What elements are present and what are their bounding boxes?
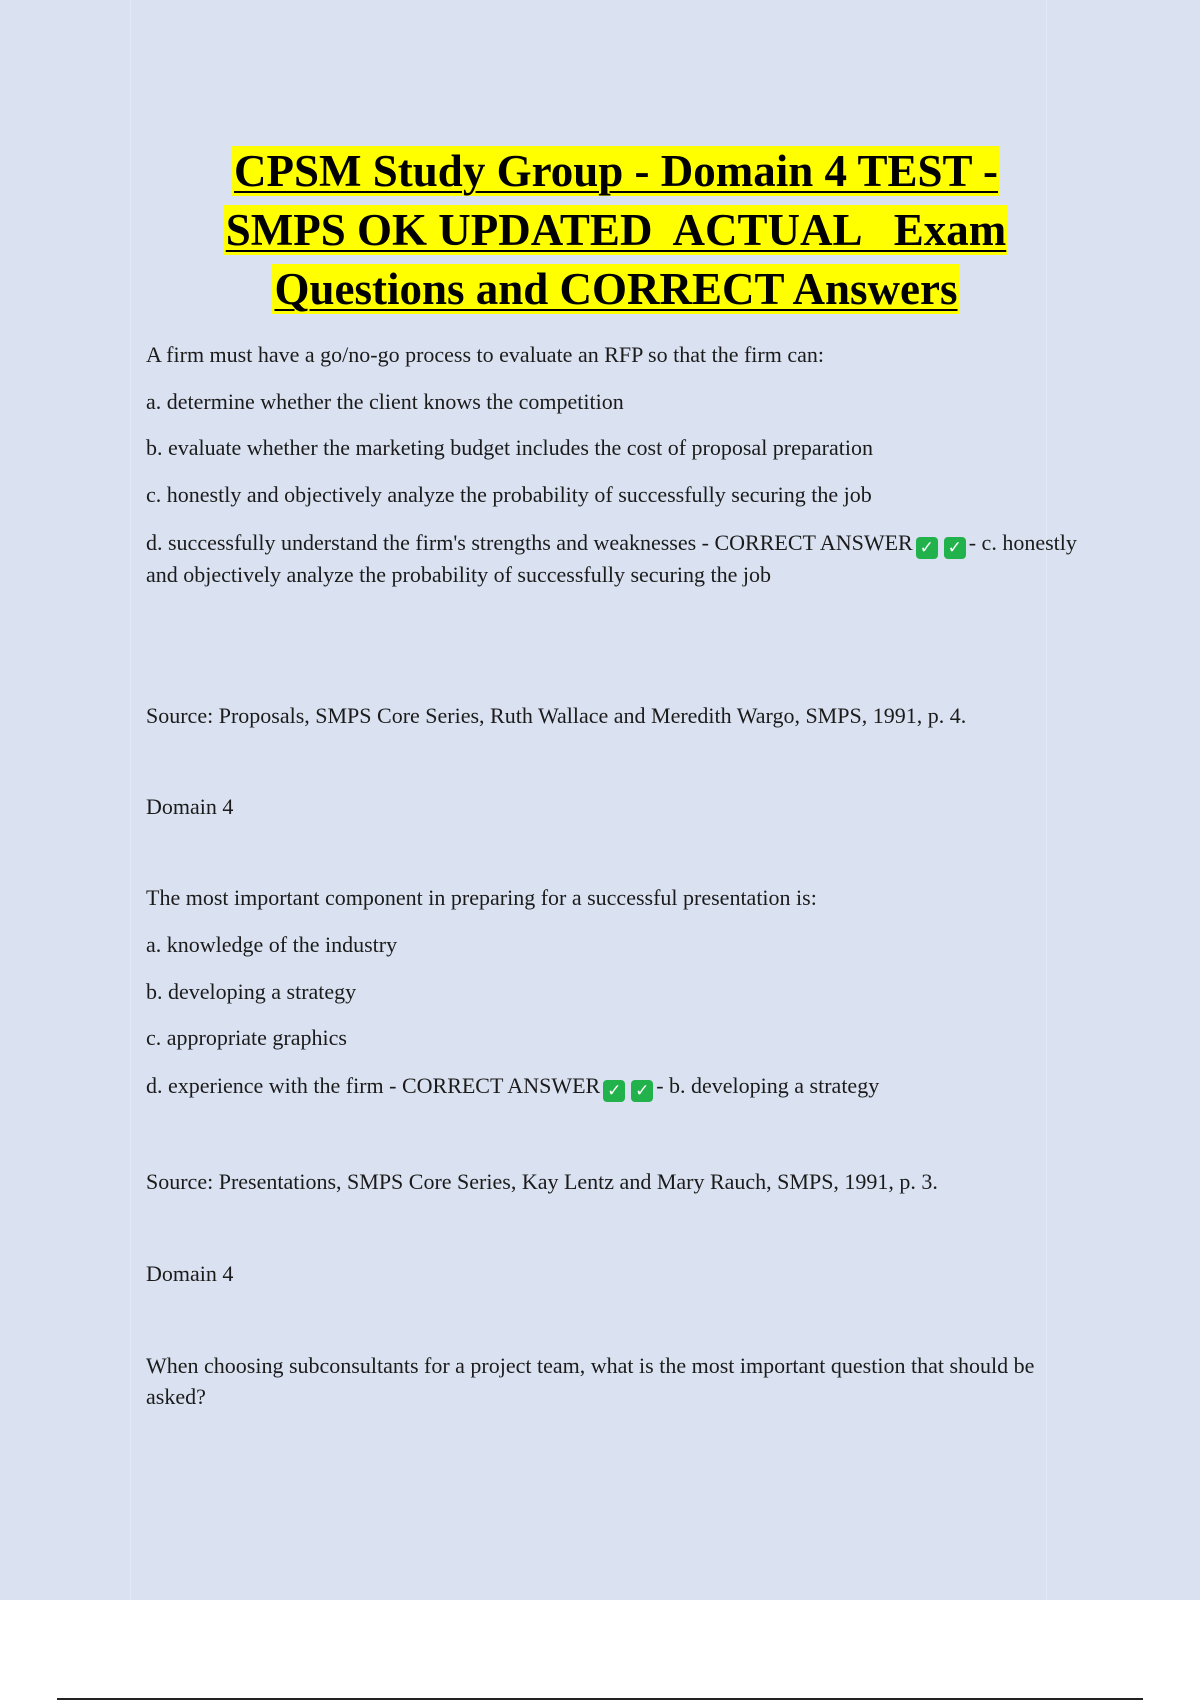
document-title bbox=[146, 142, 1086, 319]
check-box-icon: ✓ bbox=[944, 537, 966, 559]
q1-option-b: b. evaluate whether the marketing budget includes the cost of proposal preparation bbox=[146, 435, 873, 460]
q2-option-c: c. appropriate graphics bbox=[146, 1025, 347, 1050]
q2-source: Source: Presentations, SMPS Core Series, Kay Lentz and Mary Rauch, SMPS, 1991, p. 3. bbox=[146, 1169, 938, 1194]
q1-option-c: c. honestly and objectively analyze the probability of successfully securing the job bbox=[146, 482, 872, 507]
q1-question: A firm must have a go/no-go process to evaluate an RFP so that the firm can: bbox=[146, 342, 824, 367]
q2-question: The most important component in preparing for a successful presentation is: bbox=[146, 885, 817, 910]
q1-option-d-and-answer bbox=[146, 527, 1086, 590]
q2-option-d-and-answer bbox=[146, 1070, 879, 1102]
q2-option-b: b. developing a strategy bbox=[146, 979, 357, 1004]
title-line-3: Questions and CORRECT Answers bbox=[274, 264, 958, 314]
q2-option-d: d. experience with the firm - CORRECT ANSWER bbox=[146, 1073, 601, 1098]
q2-answer: - b. developing a strategy bbox=[656, 1073, 880, 1098]
q1-source: Source: Proposals, SMPS Core Series, Ruth Wallace and Meredith Wargo, SMPS, 1991, p. 4. bbox=[146, 703, 967, 728]
q1-option-a: a. determine whether the client knows the competition bbox=[146, 389, 624, 414]
check-box-icon: ✓ bbox=[603, 1080, 625, 1102]
page-edge-left bbox=[130, 0, 131, 1600]
title-line-2: SMPS OK UPDATED ACTUAL Exam bbox=[225, 205, 1007, 255]
q3-question: When choosing subconsultants for a project team, what is the most important question that should be asked? bbox=[146, 1353, 1035, 1409]
q1-domain: Domain 4 bbox=[146, 794, 234, 819]
title-line-1: CPSM Study Group - Domain 4 TEST - bbox=[234, 146, 998, 196]
check-box-icon: ✓ bbox=[916, 537, 938, 559]
q2-option-a: a. knowledge of the industry bbox=[146, 932, 398, 957]
q1-answer: - c. honestly and objectively analyze the probability of successfully securing the job bbox=[146, 530, 1077, 587]
q2-domain: Domain 4 bbox=[146, 1261, 234, 1286]
check-box-icon: ✓ bbox=[631, 1080, 653, 1102]
q1-option-d: d. successfully understand the firm's strengths and weaknesses - CORRECT ANSWER bbox=[146, 530, 913, 555]
